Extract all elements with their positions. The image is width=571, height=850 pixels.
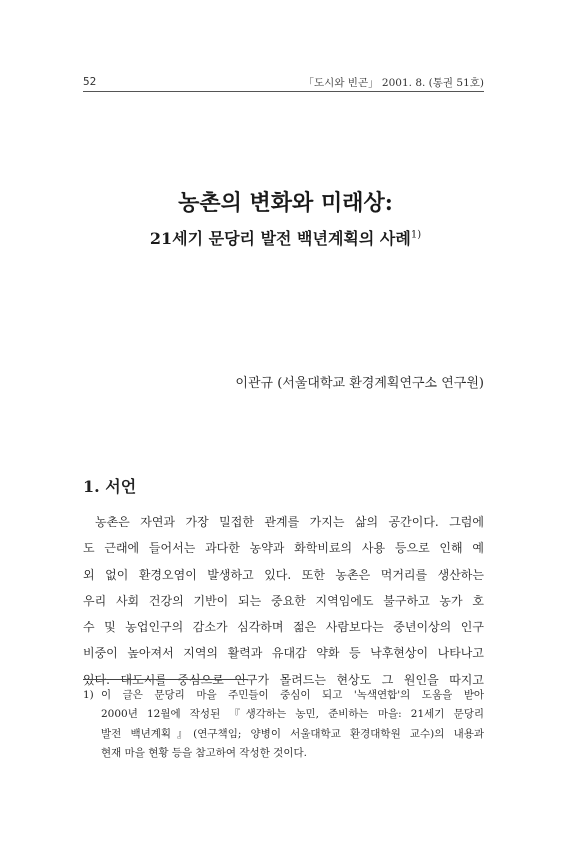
subtitle-text: 21세기 문당리 발전 백년계획의 사례: [149, 229, 411, 248]
body-line: 수 및 농업인구의 감소가 심각하며 젊은 사람보다는 중년이상의 인구: [83, 620, 484, 635]
section-heading: 1. 서언: [83, 477, 137, 496]
article-title: 농촌의 변화와 미래상:: [178, 190, 393, 216]
footnote-line: 2000년 12월에 작성된 『생각하는 농민, 준비하는 마을: 21세기 문당리: [101, 708, 484, 721]
body-line: 우리 사회 건강의 기반이 되는 중요한 지역임에도 불구하고 농가 호: [83, 593, 484, 608]
journal-info: 「도시와 빈곤」 2001. 8. (통권 51호): [303, 77, 484, 89]
footnote-line: 현재 마을 현황 등을 참고하여 작성한 것이다.: [101, 746, 307, 759]
footnote-mark: 1): [83, 689, 94, 701]
footnote-line: 발전 백년계획』(연구책임; 양병이 서울대학교 환경대학원 교수)의 내용과: [101, 727, 484, 740]
footnote: [83, 686, 484, 763]
running-header: [83, 69, 484, 92]
footnote-divider: [83, 679, 248, 680]
footnote-line: [83, 686, 484, 705]
author-line: 이관규 (서울대학교 환경계획연구소 연구원): [235, 376, 484, 391]
body-line: 있다. 대도시를 중심으로 인구가 몰려드는 현상도 그 원인을 따지고: [83, 672, 484, 687]
body-line: 비중이 높아져서 지역의 활력과 유대감 약화 등 낙후현상이 나타나고: [83, 646, 484, 661]
footnote-reference[interactable]: 1): [410, 229, 422, 241]
article-subtitle: [0, 226, 571, 249]
page-number: 52: [83, 75, 97, 88]
footnote-text: 이 글은 문당리 마을 주민들이 중심이 되고 '녹색연합'의 도움을 받아: [101, 689, 484, 701]
body-line: 외 없이 환경오염이 발생하고 있다. 또한 농촌은 먹거리를 생산하는: [83, 567, 484, 582]
body-line: 도 근래에 들어서는 과다한 농약과 화학비료의 사용 등으로 인해 예: [83, 541, 484, 556]
body-line: 농촌은 자연과 가장 밀접한 관계를 가지는 삶의 공간이다. 그럼에: [95, 515, 484, 529]
body-paragraph: [83, 509, 484, 693]
